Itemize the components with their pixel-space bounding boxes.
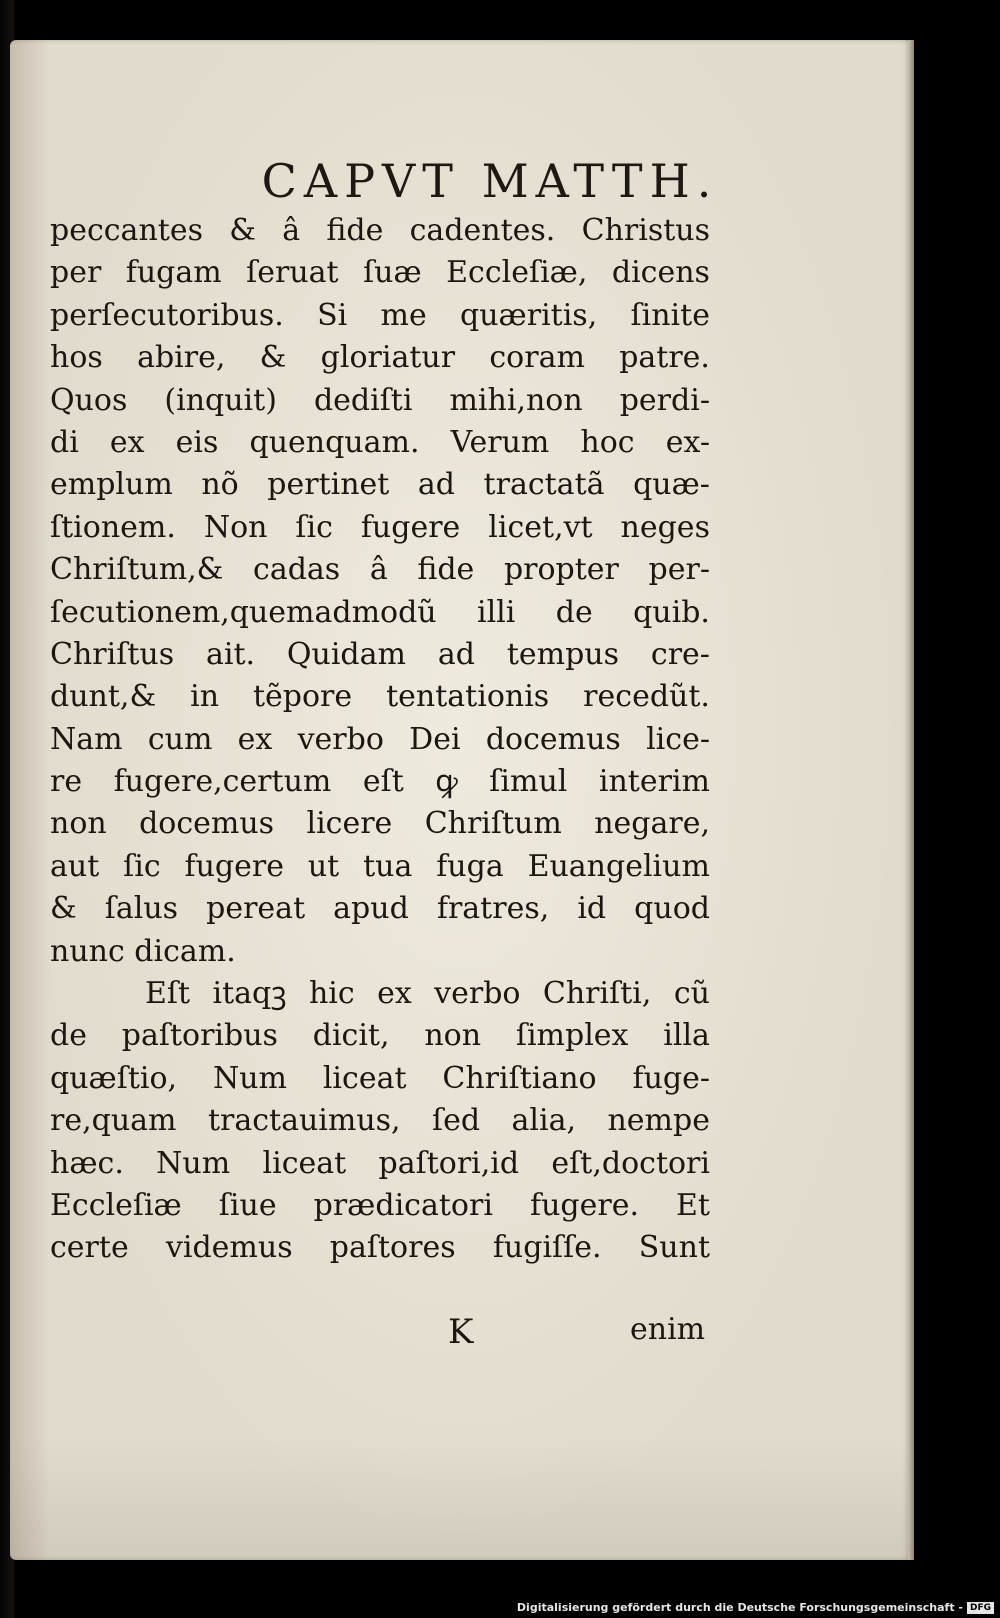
text-line: de paſtoribus dicit, non ſimplex illa — [50, 1018, 710, 1054]
text-line: nunc dicam. — [50, 933, 236, 969]
text-line: Quos (inquit) dediſti mihi,non perdi- — [50, 382, 710, 418]
text-line: re fugere,certum eſt ꝙ ſimul interim — [50, 764, 710, 800]
text-line: re,quam tractauimus, ſed alia, nempe — [50, 1103, 710, 1139]
text-line: Chriſtus ait. Quidam ad tempus cre- — [50, 636, 710, 672]
text-line: dunt,& in tẽpore tentationis recedũt. — [50, 679, 710, 715]
funding-credit: Digitalisierung gefördert durch die Deutsche Forschungsgemeinschaft - — [516, 1601, 963, 1614]
text-line: Chriſtum,& cadas â fide propter per- — [50, 552, 710, 588]
body-text — [50, 210, 710, 1270]
text-line: quæſtio, Num liceat Chriſtiano fuge- — [50, 1060, 710, 1096]
text-line: & ſalus pereat apud fratres, id quod — [50, 891, 710, 927]
text-line: emplum nõ pertinet ad tractatã quæ- — [50, 467, 710, 503]
text-line: Eſt itaqꝫ hic ex verbo Chriſti, cũ — [145, 976, 710, 1012]
text-line: hos abire, & gloriatur coram patre. — [50, 340, 710, 376]
text-line: per fugam ſeruat ſuæ Eccleſiæ, dicens — [50, 255, 710, 291]
text-line: perſecutoribus. Si me quæritis, ſinite — [50, 297, 710, 333]
text-line: di ex eis quenquam. Verum hoc ex- — [50, 424, 710, 460]
signature-mark: K — [448, 1312, 474, 1352]
text-line: aut ſic fugere ut tua fuga Euangelium — [50, 848, 710, 884]
book-page — [10, 40, 910, 1560]
text-line: peccantes & â fide cadentes. Christus — [50, 213, 710, 248]
text-line: hæc. Num liceat paſtori,id eſt,doctori — [50, 1145, 710, 1181]
dfg-logo: DFG — [967, 1602, 994, 1614]
text-line: ſtionem. Non ſic fugere licet,vt neges — [50, 509, 710, 545]
text-line: Nam cum ex verbo Dei docemus lice- — [50, 721, 710, 757]
text-line: certe videmus paſtores fugiſſe. Sunt — [50, 1230, 710, 1266]
text-line: non docemus licere Chriſtum negare, — [50, 806, 710, 842]
page-fore-edge — [908, 40, 914, 1560]
text-line: ſecutionem,quemadmodũ illi de quib. — [50, 594, 710, 630]
digitization-footer — [517, 1601, 994, 1614]
running-header: CAPVT MATTH. — [261, 154, 719, 208]
catchword: enim — [630, 1312, 706, 1347]
text-line: Eccleſiæ ſiue prædicatori fugere. Et — [50, 1187, 710, 1223]
